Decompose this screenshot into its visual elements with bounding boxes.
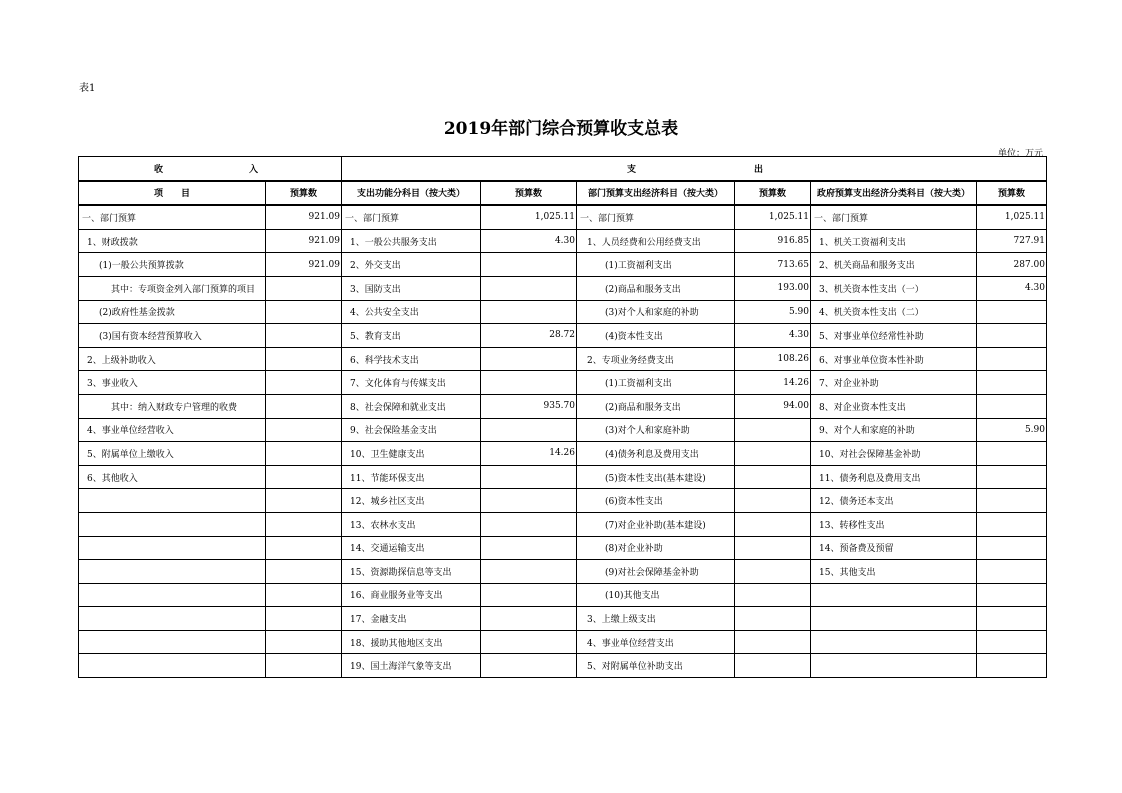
dept-econ-item: (4)债务利息及费用支出 [577,442,735,466]
expense-group-header [342,157,1047,181]
function-item: 17、金融支出 [342,607,481,631]
function-amount [481,347,577,371]
function-item: 7、文化体育与传媒支出 [342,371,481,395]
income-item: 4、事业单位经营收入 [79,418,266,442]
dept-econ-amount: 916.85 [735,229,811,253]
gov-econ-item: 14、预备费及预留 [811,536,977,560]
gov-econ-item [811,583,977,607]
income-item: (2)政府性基金拨款 [79,300,266,324]
income-amount [266,465,342,489]
function-item: 1、一般公共服务支出 [342,229,481,253]
dept-econ-amount: 14.26 [735,371,811,395]
dept-econ-amount [735,418,811,442]
gov-econ-amount [977,442,1047,466]
function-amount [481,536,577,560]
table-row [79,276,1047,300]
dept-econ-amount: 108.26 [735,347,811,371]
dept-econ-amount [735,512,811,536]
function-item: 一、部门预算 [342,205,481,229]
dept-econ-item: 1、人员经费和公用经费支出 [577,229,735,253]
dept-econ-item: (1)工资福利支出 [577,371,735,395]
income-item [79,560,266,584]
dept-econ-item: 5、对附属单位补助支出 [577,654,735,678]
function-amount [481,560,577,584]
income-amount [266,489,342,513]
function-item: 4、公共安全支出 [342,300,481,324]
income-item: 1、财政拨款 [79,229,266,253]
col-header-gov-econ-amount: 预算数 [977,181,1047,206]
expense-label-a: 支 [627,164,637,175]
function-amount: 14.26 [481,442,577,466]
dept-econ-item: (10)其他支出 [577,583,735,607]
dept-econ-amount [735,583,811,607]
dept-econ-item: 一、部门预算 [577,205,735,229]
table-row [79,512,1047,536]
gov-econ-item: 12、债务还本支出 [811,489,977,513]
dept-econ-amount [735,465,811,489]
group-header-row [79,157,1047,181]
table-row [79,607,1047,631]
function-amount [481,371,577,395]
table-row [79,253,1047,277]
gov-econ-amount [977,630,1047,654]
gov-econ-item: 1、机关工资福利支出 [811,229,977,253]
dept-econ-amount: 94.00 [735,394,811,418]
income-amount [266,276,342,300]
income-item [79,536,266,560]
function-amount [481,418,577,442]
gov-econ-amount [977,371,1047,395]
function-amount: 4.30 [481,229,577,253]
income-item: 其中：纳入财政专户管理的收费 [79,394,266,418]
income-amount [266,394,342,418]
col-header-gov-econ-item: 政府预算支出经济分类科目（按大类） [811,181,977,206]
gov-econ-amount: 727.91 [977,229,1047,253]
table-row [79,560,1047,584]
income-item [79,630,266,654]
function-amount: 935.70 [481,394,577,418]
function-amount [481,300,577,324]
income-amount: 921.09 [266,205,342,229]
income-amount [266,347,342,371]
gov-econ-item: 5、对事业单位经常性补助 [811,324,977,348]
gov-econ-amount [977,583,1047,607]
income-item: (1)一般公共预算拨款 [79,253,266,277]
dept-econ-amount: 193.00 [735,276,811,300]
income-amount [266,418,342,442]
function-amount [481,583,577,607]
gov-econ-item: 4、机关资本性支出（二） [811,300,977,324]
function-amount [481,630,577,654]
gov-econ-item: 11、债务利息及费用支出 [811,465,977,489]
table-row [79,418,1047,442]
table-row [79,324,1047,348]
dept-econ-item: (9)对社会保障基金补助 [577,560,735,584]
gov-econ-amount [977,394,1047,418]
dept-econ-amount [735,560,811,584]
table-row [79,229,1047,253]
gov-econ-amount [977,347,1047,371]
gov-econ-item: 13、转移性支出 [811,512,977,536]
function-amount: 1,025.11 [481,205,577,229]
income-item: 2、上级补助收入 [79,347,266,371]
dept-econ-item: (2)商品和服务支出 [577,276,735,300]
dept-econ-amount: 5.90 [735,300,811,324]
gov-econ-item: 6、对事业单位资本性补助 [811,347,977,371]
col-header-income-amount: 预算数 [266,181,342,206]
income-amount [266,583,342,607]
gov-econ-amount: 5.90 [977,418,1047,442]
dept-econ-amount: 4.30 [735,324,811,348]
function-item: 5、教育支出 [342,324,481,348]
dept-econ-item: 3、上缴上级支出 [577,607,735,631]
expense-label-b: 出 [753,164,763,175]
income-amount [266,324,342,348]
function-amount [481,465,577,489]
income-item [79,489,266,513]
income-item: 6、其他收入 [79,465,266,489]
dept-econ-amount [735,654,811,678]
income-amount [266,560,342,584]
income-amount [266,442,342,466]
dept-econ-item: (3)对个人和家庭补助 [577,418,735,442]
dept-econ-item: (6)资本性支出 [577,489,735,513]
gov-econ-amount [977,489,1047,513]
function-item: 16、商业服务业等支出 [342,583,481,607]
col-header-dept-econ-amount: 预算数 [735,181,811,206]
dept-econ-item: (7)对企业补助(基本建设) [577,512,735,536]
income-amount [266,630,342,654]
dept-econ-amount [735,442,811,466]
table-row [79,205,1047,229]
table-body [79,205,1047,677]
dept-econ-item: (3)对个人和家庭的补助 [577,300,735,324]
gov-econ-item: 9、对个人和家庭的补助 [811,418,977,442]
unit-label: 单位：万元 [997,149,1043,159]
col-header-dept-econ-item: 部门预算支出经济科目（按大类） [577,181,735,206]
gov-econ-item: 8、对企业资本性支出 [811,394,977,418]
dept-econ-item: (1)工资福利支出 [577,253,735,277]
gov-econ-amount [977,536,1047,560]
income-item [79,583,266,607]
table-row [79,347,1047,371]
dept-econ-item: 4、事业单位经营支出 [577,630,735,654]
gov-econ-amount [977,607,1047,631]
dept-econ-item: 2、专项业务经费支出 [577,347,735,371]
table-row [79,654,1047,678]
dept-econ-amount [735,536,811,560]
table-row [79,489,1047,513]
function-amount [481,512,577,536]
income-item: 一、部门预算 [79,205,266,229]
table-number: 表1 [79,83,96,94]
function-amount [481,253,577,277]
gov-econ-amount [977,512,1047,536]
function-item: 9、社会保险基金支出 [342,418,481,442]
income-item [79,512,266,536]
function-amount [481,276,577,300]
gov-econ-item [811,630,977,654]
gov-econ-amount: 287.00 [977,253,1047,277]
function-amount [481,607,577,631]
gov-econ-item: 2、机关商品和服务支出 [811,253,977,277]
function-item: 10、卫生健康支出 [342,442,481,466]
table-row [79,536,1047,560]
income-amount: 921.09 [266,229,342,253]
income-item: 其中：专项资金列入部门预算的项目 [79,276,266,300]
table-row [79,442,1047,466]
income-amount [266,512,342,536]
table-row [79,371,1047,395]
income-label-a: 收 [154,164,164,175]
income-label-b: 入 [248,164,258,175]
col-header-function-item: 支出功能分科目（按大类） [342,181,481,206]
document-title: 2019年部门综合预算收支总表 [443,119,679,139]
function-item: 14、交通运输支出 [342,536,481,560]
gov-econ-amount [977,654,1047,678]
gov-econ-amount [977,465,1047,489]
gov-econ-amount: 1,025.11 [977,205,1047,229]
table-row [79,583,1047,607]
gov-econ-amount [977,300,1047,324]
income-amount [266,607,342,631]
income-amount [266,654,342,678]
income-item [79,654,266,678]
income-group-header [79,157,342,181]
gov-econ-item: 15、其他支出 [811,560,977,584]
function-item: 6、科学技术支出 [342,347,481,371]
col-header-item: 项 目 [79,181,266,206]
function-amount [481,654,577,678]
gov-econ-amount: 4.30 [977,276,1047,300]
dept-econ-amount [735,630,811,654]
budget-summary-table [78,156,1047,678]
gov-econ-item [811,607,977,631]
table-row [79,300,1047,324]
gov-econ-amount [977,324,1047,348]
income-item [79,607,266,631]
income-amount [266,300,342,324]
income-amount [266,536,342,560]
gov-econ-item: 3、机关资本性支出（一） [811,276,977,300]
function-item: 15、资源勘探信息等支出 [342,560,481,584]
income-item: 3、事业收入 [79,371,266,395]
gov-econ-item [811,654,977,678]
function-item: 3、国防支出 [342,276,481,300]
dept-econ-item: (8)对企业补助 [577,536,735,560]
col-header-function-amount: 预算数 [481,181,577,206]
dept-econ-item: (5)资本性支出(基本建设) [577,465,735,489]
function-amount [481,489,577,513]
column-header-row [79,181,1047,206]
gov-econ-item: 10、对社会保障基金补助 [811,442,977,466]
function-item: 11、节能环保支出 [342,465,481,489]
function-item: 2、外交支出 [342,253,481,277]
income-amount: 921.09 [266,253,342,277]
dept-econ-item: (2)商品和服务支出 [577,394,735,418]
dept-econ-item: (4)资本性支出 [577,324,735,348]
dept-econ-amount [735,607,811,631]
function-amount: 28.72 [481,324,577,348]
function-item: 12、城乡社区支出 [342,489,481,513]
table-row [79,465,1047,489]
table-row [79,394,1047,418]
function-item: 19、国土海洋气象等支出 [342,654,481,678]
income-amount [266,371,342,395]
gov-econ-item: 7、对企业补助 [811,371,977,395]
function-item: 8、社会保障和就业支出 [342,394,481,418]
gov-econ-item: 一、部门预算 [811,205,977,229]
dept-econ-amount [735,489,811,513]
function-item: 13、农林水支出 [342,512,481,536]
dept-econ-amount: 1,025.11 [735,205,811,229]
function-item: 18、援助其他地区支出 [342,630,481,654]
table-row [79,630,1047,654]
income-item: (3)国有资本经营预算收入 [79,324,266,348]
income-item: 5、附属单位上缴收入 [79,442,266,466]
gov-econ-amount [977,560,1047,584]
dept-econ-amount: 713.65 [735,253,811,277]
